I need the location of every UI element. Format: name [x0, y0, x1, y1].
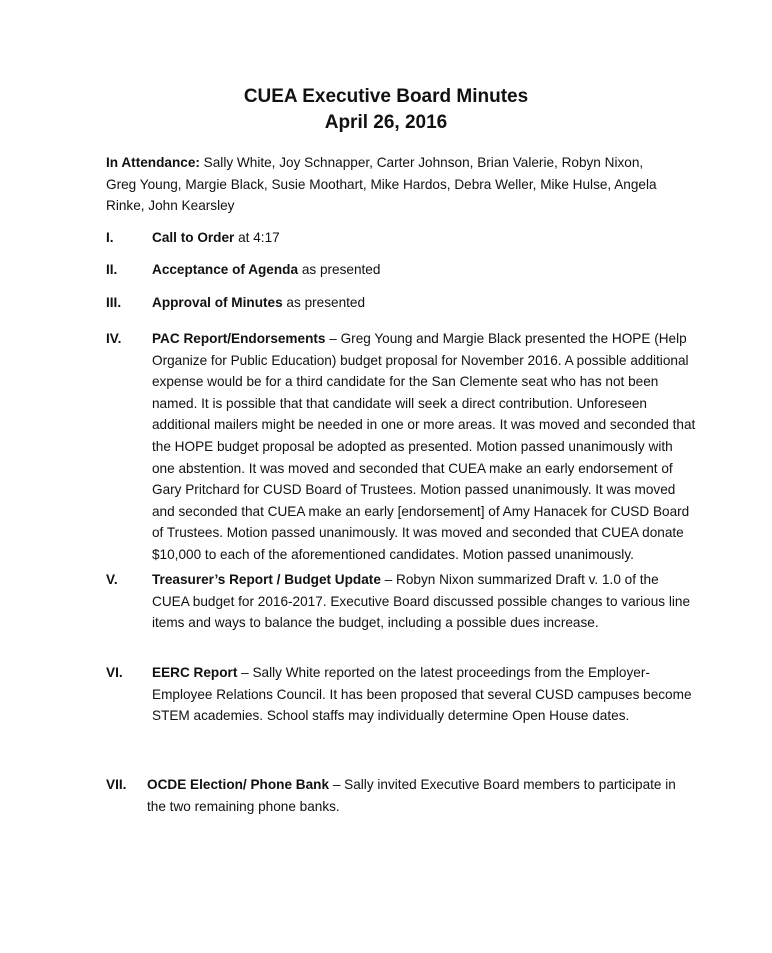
item-text: at 4:17 [234, 230, 280, 245]
item-numeral: III. [106, 295, 122, 310]
attendance-names: Sally White, Joy Schnapper, Carter Johnson, Brian Valerie, Robyn Nixon, Greg Young, Margie Black, Susie Moothart, Mike Hardos, Debra Weller, Mike Hulse, Angela Rinke, John Kearsley [106, 155, 657, 214]
document-title: CUEA Executive Board Minutes [243, 86, 529, 107]
item-text: – Greg Young and Margie Black presented the HOPE (Help Organize for Public Education) budget proposal for November 2016. A possible additional expense would be for a third candidate for the San Clemente seat who has not been named. It is possible that that candidate will seek a direct contribution. Unforeseen additional mailers might be needed in one or more areas. It was moved and seconded that the HOPE budget proposal be adopted as presented. Motion passed unanimously with one abstention. It was moved and seconded that CUEA make an early endorsement of Gary Pritchard for CUSD Board of Trustees. Motion passed unanimously. It was moved and seconded that CUEA make an early [endorsement] of Amy Hanacek for CUSD Board of Trustees. Motion passed unanimously. It was moved and seconded that CUEA donate $10,000 to each of the aforementioned candidates. Motion passed unanimously. [152, 331, 696, 562]
item-numeral: IV. [106, 331, 122, 346]
item-numeral: VII. [106, 777, 127, 792]
item-heading: Call to Order [152, 230, 235, 245]
item-heading: OCDE Election/ Phone Bank [147, 777, 330, 792]
item-heading: Treasurer’s Report / Budget Update [152, 572, 381, 587]
item-numeral: V. [106, 572, 118, 587]
item-numeral: I. [106, 230, 114, 245]
item-heading: Acceptance of Agenda [152, 262, 299, 277]
item-text: – Sally White reported on the latest proceedings from the Employer-Employee Relations Council. It has been proposed that several CUSD campuses become STEM academies. School staffs may individually determine Open House dates. [152, 665, 692, 724]
item-heading: Approval of Minutes [152, 295, 283, 310]
item-heading: PAC Report/Endorsements [152, 331, 326, 346]
item-text: as presented [298, 262, 381, 277]
item-numeral: II. [106, 262, 118, 277]
item-text: – Sally invited Executive Board members to participate in the two remaining phone banks. [147, 777, 676, 814]
attendance-label: In Attendance: [106, 155, 200, 170]
item-text: as presented [282, 295, 366, 310]
attendance-list [106, 152, 666, 217]
meeting-date: April 26, 2016 [324, 112, 448, 133]
item-numeral: VI. [106, 665, 123, 680]
item-text: – Robyn Nixon summarized Draft v. 1.0 of the CUEA budget for 2016-2017. Executive Board discussed possible changes to various line items and ways to balance the budget, including a possible dues increase. [152, 572, 691, 631]
item-heading: EERC Report [152, 665, 238, 680]
